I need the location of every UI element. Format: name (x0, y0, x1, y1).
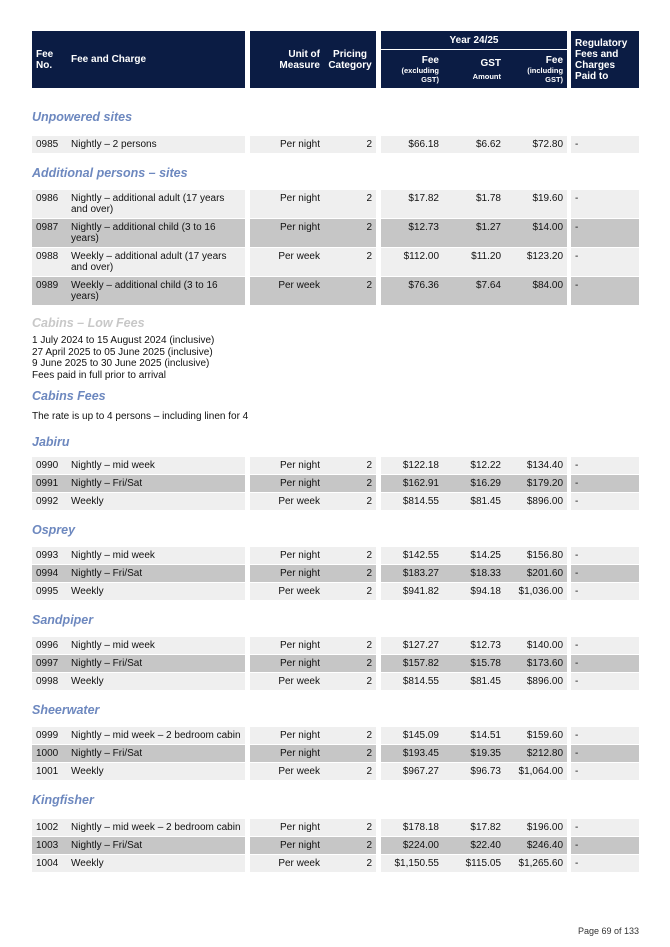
fee-unit: Per night (250, 655, 324, 673)
fee-gst: $14.25 (443, 547, 505, 565)
fee-unit: Per night (250, 819, 324, 837)
section-cabins-low (32, 306, 639, 427)
fee-excl-gst: $941.82 (381, 583, 443, 601)
header-fee-incl (505, 50, 567, 88)
fee-category: 2 (324, 277, 376, 306)
fee-incl-gst: $212.80 (505, 745, 567, 763)
fee-name: Nightly – additional child (3 to 16 years) (67, 219, 245, 248)
fee-name: Nightly – mid week (67, 457, 245, 475)
table-row (32, 837, 639, 855)
section-kingfisher (32, 781, 639, 873)
header-gst (443, 50, 505, 88)
fee-regulatory: - (571, 277, 639, 306)
fee-gst: $94.18 (443, 583, 505, 601)
fee-gst: $6.62 (443, 136, 505, 154)
fee-excl-gst: $224.00 (381, 837, 443, 855)
fee-category: 2 (324, 248, 376, 277)
fee-gst: $22.40 (443, 837, 505, 855)
header-unit-of-measure: Unit of Measure (250, 31, 324, 88)
page-number: Page 69 of 133 (577, 926, 639, 936)
fee-regulatory: - (571, 219, 639, 248)
fee-incl-gst: $1,036.00 (505, 583, 567, 601)
fee-category: 2 (324, 547, 376, 565)
section-title-kingfisher: Kingfisher (32, 793, 94, 807)
fee-no: 0998 (32, 673, 67, 691)
fee-no: 0996 (32, 637, 67, 655)
fee-category: 2 (324, 475, 376, 493)
fee-incl-gst: $140.00 (505, 637, 567, 655)
fee-name: Nightly – mid week – 2 bedroom cabin (67, 727, 245, 745)
fee-gst: $81.45 (443, 673, 505, 691)
fee-unit: Per night (250, 136, 324, 154)
section-osprey (32, 511, 639, 601)
fee-regulatory: - (571, 763, 639, 781)
fee-unit: Per week (250, 763, 324, 781)
fee-name: Weekly (67, 763, 245, 781)
fee-excl-gst: $157.82 (381, 655, 443, 673)
fee-no: 1000 (32, 745, 67, 763)
fee-regulatory: - (571, 837, 639, 855)
fee-excl-gst: $142.55 (381, 547, 443, 565)
fee-name: Nightly – Fri/Sat (67, 837, 245, 855)
fee-unit: Per night (250, 837, 324, 855)
table-row (32, 248, 639, 277)
fee-gst: $15.78 (443, 655, 505, 673)
section-title-jabiru: Jabiru (32, 435, 70, 449)
fee-name: Weekly – additional child (3 to 16 years) (67, 277, 245, 306)
table-row (32, 655, 639, 673)
table-row (32, 819, 639, 837)
table-row (32, 673, 639, 691)
fee-incl-gst: $19.60 (505, 190, 567, 219)
fee-excl-gst: $814.55 (381, 673, 443, 691)
fee-unit: Per night (250, 190, 324, 219)
date-range-line: 9 June 2025 to 30 June 2025 (inclusive) (32, 358, 210, 369)
fee-excl-gst: $66.18 (381, 136, 443, 154)
fee-category: 2 (324, 190, 376, 219)
fee-gst: $96.73 (443, 763, 505, 781)
fee-gst: $19.35 (443, 745, 505, 763)
fee-name: Nightly – mid week (67, 637, 245, 655)
fee-incl-gst: $196.00 (505, 819, 567, 837)
fee-unit: Per night (250, 727, 324, 745)
fee-unit: Per week (250, 248, 324, 277)
fee-excl-gst: $76.36 (381, 277, 443, 306)
fee-category: 2 (324, 136, 376, 154)
section-title-unpowered-sites: Unpowered sites (32, 110, 133, 124)
payment-note: Fees paid in full prior to arrival (32, 369, 166, 381)
fee-excl-gst: $17.82 (381, 190, 443, 219)
fee-category: 2 (324, 837, 376, 855)
fee-incl-gst: $159.60 (505, 727, 567, 745)
fee-no: 1004 (32, 855, 67, 873)
fee-regulatory: - (571, 475, 639, 493)
fee-name: Nightly – Fri/Sat (67, 475, 245, 493)
table-row (32, 547, 639, 565)
fee-unit: Per week (250, 493, 324, 511)
fee-incl-gst: $14.00 (505, 219, 567, 248)
fee-gst: $12.22 (443, 457, 505, 475)
fee-excl-gst: $122.18 (381, 457, 443, 475)
fee-schedule-page (32, 31, 639, 873)
fee-incl-gst: $173.60 (505, 655, 567, 673)
section-sheerwater (32, 691, 639, 781)
section-title-cabins-low-fees: Cabins – Low Fees (32, 316, 145, 330)
fee-excl-gst: $112.00 (381, 248, 443, 277)
table-row (32, 727, 639, 745)
fee-no: 0987 (32, 219, 67, 248)
fee-regulatory: - (571, 655, 639, 673)
fee-name: Nightly – Fri/Sat (67, 745, 245, 763)
header-gst-label: GST (480, 57, 501, 69)
section-title-cabins-fees: Cabins Fees (32, 389, 106, 403)
fee-unit: Per night (250, 547, 324, 565)
fee-no: 0989 (32, 277, 67, 306)
section-title-osprey: Osprey (32, 523, 76, 537)
table-row (32, 565, 639, 583)
fee-excl-gst: $183.27 (381, 565, 443, 583)
fee-incl-gst: $1,265.60 (505, 855, 567, 873)
fee-category: 2 (324, 565, 376, 583)
fee-incl-gst: $84.00 (505, 277, 567, 306)
table-row (32, 457, 639, 475)
fee-category: 2 (324, 745, 376, 763)
section-additional-persons (32, 154, 639, 306)
fees-table (32, 31, 639, 873)
fee-regulatory: - (571, 136, 639, 154)
header-fee-incl-label: Fee (545, 54, 564, 66)
fee-incl-gst: $896.00 (505, 493, 567, 511)
fee-regulatory: - (571, 190, 639, 219)
table-row (32, 583, 639, 601)
fee-excl-gst: $193.45 (381, 745, 443, 763)
header-fee-excl (381, 50, 443, 88)
fee-gst: $1.78 (443, 190, 505, 219)
fee-regulatory: - (571, 637, 639, 655)
fee-unit: Per night (250, 219, 324, 248)
fee-category: 2 (324, 727, 376, 745)
fee-regulatory: - (571, 727, 639, 745)
section-title-additional-persons: Additional persons – sites (32, 166, 188, 180)
table-row (32, 475, 639, 493)
fee-no: 0988 (32, 248, 67, 277)
fee-no: 0997 (32, 655, 67, 673)
fee-incl-gst: $1,064.00 (505, 763, 567, 781)
fee-incl-gst: $179.20 (505, 475, 567, 493)
fee-no: 1002 (32, 819, 67, 837)
fee-gst: $7.64 (443, 277, 505, 306)
table-row (32, 763, 639, 781)
fee-name: Nightly – additional adult (17 years and over) (67, 190, 245, 219)
fee-excl-gst: $145.09 (381, 727, 443, 745)
header-fee-incl-sub: (including GST) (527, 65, 564, 84)
fee-unit: Per week (250, 673, 324, 691)
fee-name: Weekly – additional adult (17 years and over) (67, 248, 245, 277)
fee-gst: $18.33 (443, 565, 505, 583)
fee-incl-gst: $156.80 (505, 547, 567, 565)
fee-unit: Per night (250, 475, 324, 493)
fee-no: 0992 (32, 493, 67, 511)
section-title-sheerwater: Sheerwater (32, 703, 100, 717)
fee-category: 2 (324, 583, 376, 601)
header-pricing-category: Pricing Category (324, 31, 376, 88)
fee-regulatory: - (571, 855, 639, 873)
fee-category: 2 (324, 855, 376, 873)
fee-incl-gst: $201.60 (505, 565, 567, 583)
table-row (32, 219, 639, 248)
fee-unit: Per night (250, 457, 324, 475)
fee-excl-gst: $178.18 (381, 819, 443, 837)
fee-regulatory: - (571, 248, 639, 277)
header-fee-excl-label: Fee (421, 54, 439, 66)
fee-name: Nightly – mid week – 2 bedroom cabin (67, 819, 245, 837)
fee-name: Weekly (67, 855, 245, 873)
table-row (32, 745, 639, 763)
fee-name: Nightly – Fri/Sat (67, 655, 245, 673)
section-jabiru (32, 427, 639, 511)
section-sandpiper (32, 601, 639, 691)
header-year: Year 24/25 (381, 31, 567, 50)
fee-unit: Per week (250, 855, 324, 873)
table-header (32, 31, 639, 88)
fee-name: Weekly (67, 493, 245, 511)
fee-gst: $115.05 (443, 855, 505, 873)
header-gst-sub: Amount (472, 71, 501, 81)
fee-excl-gst: $162.91 (381, 475, 443, 493)
fee-category: 2 (324, 457, 376, 475)
fee-incl-gst: $123.20 (505, 248, 567, 277)
header-fee-excl-sub: (excluding GST) (401, 65, 439, 84)
fee-name: Nightly – mid week (67, 547, 245, 565)
fee-unit: Per week (250, 583, 324, 601)
fee-incl-gst: $896.00 (505, 673, 567, 691)
fee-no: 0995 (32, 583, 67, 601)
fee-regulatory: - (571, 583, 639, 601)
fee-no: 0994 (32, 565, 67, 583)
fee-category: 2 (324, 673, 376, 691)
fee-unit: Per week (250, 277, 324, 306)
fee-unit: Per night (250, 565, 324, 583)
header-regulatory: Regulatory Fees and Charges Paid to (571, 31, 639, 88)
fee-excl-gst: $12.73 (381, 219, 443, 248)
fee-regulatory: - (571, 493, 639, 511)
fee-category: 2 (324, 219, 376, 248)
table-row (32, 637, 639, 655)
fee-no: 1001 (32, 763, 67, 781)
fee-gst: $81.45 (443, 493, 505, 511)
fee-gst: $12.73 (443, 637, 505, 655)
table-row (32, 277, 639, 306)
fee-no: 0991 (32, 475, 67, 493)
fee-gst: $1.27 (443, 219, 505, 248)
fee-name: Weekly (67, 673, 245, 691)
fee-name: Nightly – 2 persons (67, 136, 245, 154)
fee-regulatory: - (571, 819, 639, 837)
fee-category: 2 (324, 819, 376, 837)
fee-no: 0985 (32, 136, 67, 154)
date-range-line: 27 April 2025 to 05 June 2025 (inclusive) (32, 346, 213, 358)
fee-no: 0990 (32, 457, 67, 475)
fee-regulatory: - (571, 565, 639, 583)
fee-regulatory: - (571, 745, 639, 763)
fee-gst: $11.20 (443, 248, 505, 277)
fee-gst: $16.29 (443, 475, 505, 493)
fee-category: 2 (324, 637, 376, 655)
fee-category: 2 (324, 493, 376, 511)
table-row (32, 190, 639, 219)
fee-category: 2 (324, 655, 376, 673)
table-row (32, 493, 639, 511)
table-row (32, 855, 639, 873)
fee-no: 0986 (32, 190, 67, 219)
header-fee-no: Fee No. (32, 31, 67, 88)
header-fee-and-charge: Fee and Charge (67, 31, 245, 88)
fee-excl-gst: $814.55 (381, 493, 443, 511)
fee-unit: Per night (250, 637, 324, 655)
fee-incl-gst: $134.40 (505, 457, 567, 475)
fee-no: 0993 (32, 547, 67, 565)
fee-excl-gst: $967.27 (381, 763, 443, 781)
cabin-rate-note: The rate is up to 4 persons – including linen for 4 (32, 411, 249, 423)
section-unpowered-sites (32, 88, 639, 154)
fee-category: 2 (324, 763, 376, 781)
fee-gst: $17.82 (443, 819, 505, 837)
fee-name: Weekly (67, 583, 245, 601)
date-range-line: 1 July 2024 to 15 August 2024 (inclusive) (32, 335, 215, 346)
fee-incl-gst: $246.40 (505, 837, 567, 855)
fee-excl-gst: $127.27 (381, 637, 443, 655)
fee-no: 0999 (32, 727, 67, 745)
fee-incl-gst: $72.80 (505, 136, 567, 154)
fee-name: Nightly – Fri/Sat (67, 565, 245, 583)
fee-regulatory: - (571, 547, 639, 565)
table-row (32, 136, 639, 154)
section-title-sandpiper: Sandpiper (32, 613, 94, 627)
fee-gst: $14.51 (443, 727, 505, 745)
fee-regulatory: - (571, 673, 639, 691)
fee-no: 1003 (32, 837, 67, 855)
fee-unit: Per night (250, 745, 324, 763)
fee-regulatory: - (571, 457, 639, 475)
fee-excl-gst: $1,150.55 (381, 855, 443, 873)
